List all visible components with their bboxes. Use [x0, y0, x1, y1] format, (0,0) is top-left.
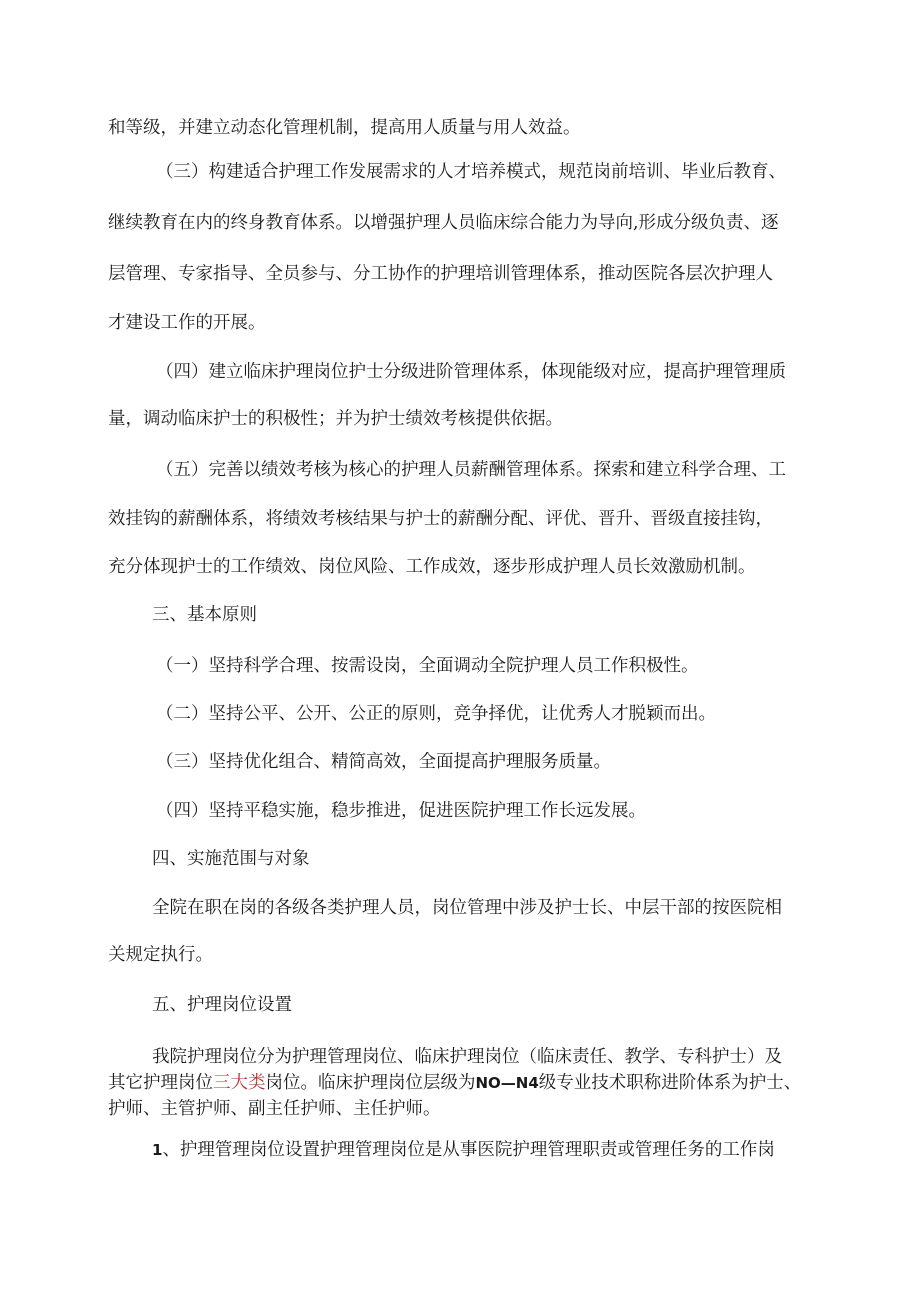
section-heading: 五、护理岗位设置 — [152, 995, 292, 1015]
principle-item: （三）坚持优化组合、精简高效，全面提高护理服务质量。 — [156, 752, 611, 772]
paragraph-line: （三）构建适合护理工作发展需求的人才培养模式，规范岗前培训、毕业后教育、 — [156, 162, 786, 182]
paragraph-line: 充分体现护士的工作绩效、岗位风险、工作成效，逐步形成护理人员长效激励机制。 — [108, 557, 756, 577]
paragraph-line: 效挂钩的薪酬体系，将绩效考核结果与护士的薪酬分配、评优、晋升、晋级直接挂钩， — [108, 509, 773, 529]
paragraph-line: 护师、主管护师、副主任护师、主任护师。 — [108, 1099, 441, 1119]
numbered-item — [152, 1138, 820, 1162]
item-text: 、护理管理岗位设置护理管理岗位是从事医院护理管理职责或管理任务的工作岗 — [162, 1140, 775, 1160]
paragraph-line: 和等级，并建立动态化管理机制，提高用人质量与用人效益。 — [108, 118, 581, 138]
text-span: 级专业技术职称进阶体系为护士、 — [538, 1073, 802, 1093]
section-heading: 三、基本原则 — [152, 605, 257, 625]
paragraph-line — [108, 1071, 820, 1095]
highlighted-text: 三大类 — [213, 1073, 266, 1093]
text-span: 岗位。临床护理岗位层级为 — [265, 1073, 476, 1093]
paragraph-line: （五）完善以绩效考核为核心的护理人员薪酬管理体系。探索和建立科学合理、工 — [156, 460, 786, 480]
principle-item: （四）坚持平稳实施，稳步推进，促进医院护理工作长远发展。 — [156, 801, 646, 821]
paragraph-line: 才建设工作的开展。 — [108, 313, 266, 333]
paragraph-line: 层管理、专家指导、全员参与、分工协作的护理培训管理体系，推动医院各层次护理人 — [108, 264, 773, 284]
paragraph-line: 关规定执行。 — [108, 945, 213, 965]
paragraph-line: 全院在职在岗的各级各类护理人员，岗位管理中涉及护士长、中层干部的按医院相 — [152, 898, 782, 918]
principle-item: （一）坚持科学合理、按需设岗，全面调动全院护理人员工作积极性。 — [156, 656, 699, 676]
text-span: 其它护理岗位 — [108, 1073, 213, 1093]
paragraph-line: 我院护理岗位分为护理管理岗位、临床护理岗位（临床责任、教学、专科护士）及 — [152, 1047, 782, 1067]
section-heading: 四、实施范围与对象 — [152, 849, 310, 869]
principle-item: （二）坚持公平、公开、公正的原则，竞争择优，让优秀人才脱颖而出。 — [156, 704, 716, 724]
paragraph-line: 继续教育在内的终身教育体系。以增强护理人员临床综合能力为导向,形成分级负责、逐 — [108, 213, 779, 233]
level-code: NO—N4 — [475, 1074, 539, 1092]
paragraph-line: 量，调动临床护士的积极性；并为护士绩效考核提供依据。 — [108, 409, 563, 429]
paragraph-line: （四）建立临床护理岗位护士分级进阶管理体系，体现能级对应，提高护理管理质 — [156, 362, 786, 382]
item-number: 1 — [152, 1141, 163, 1159]
